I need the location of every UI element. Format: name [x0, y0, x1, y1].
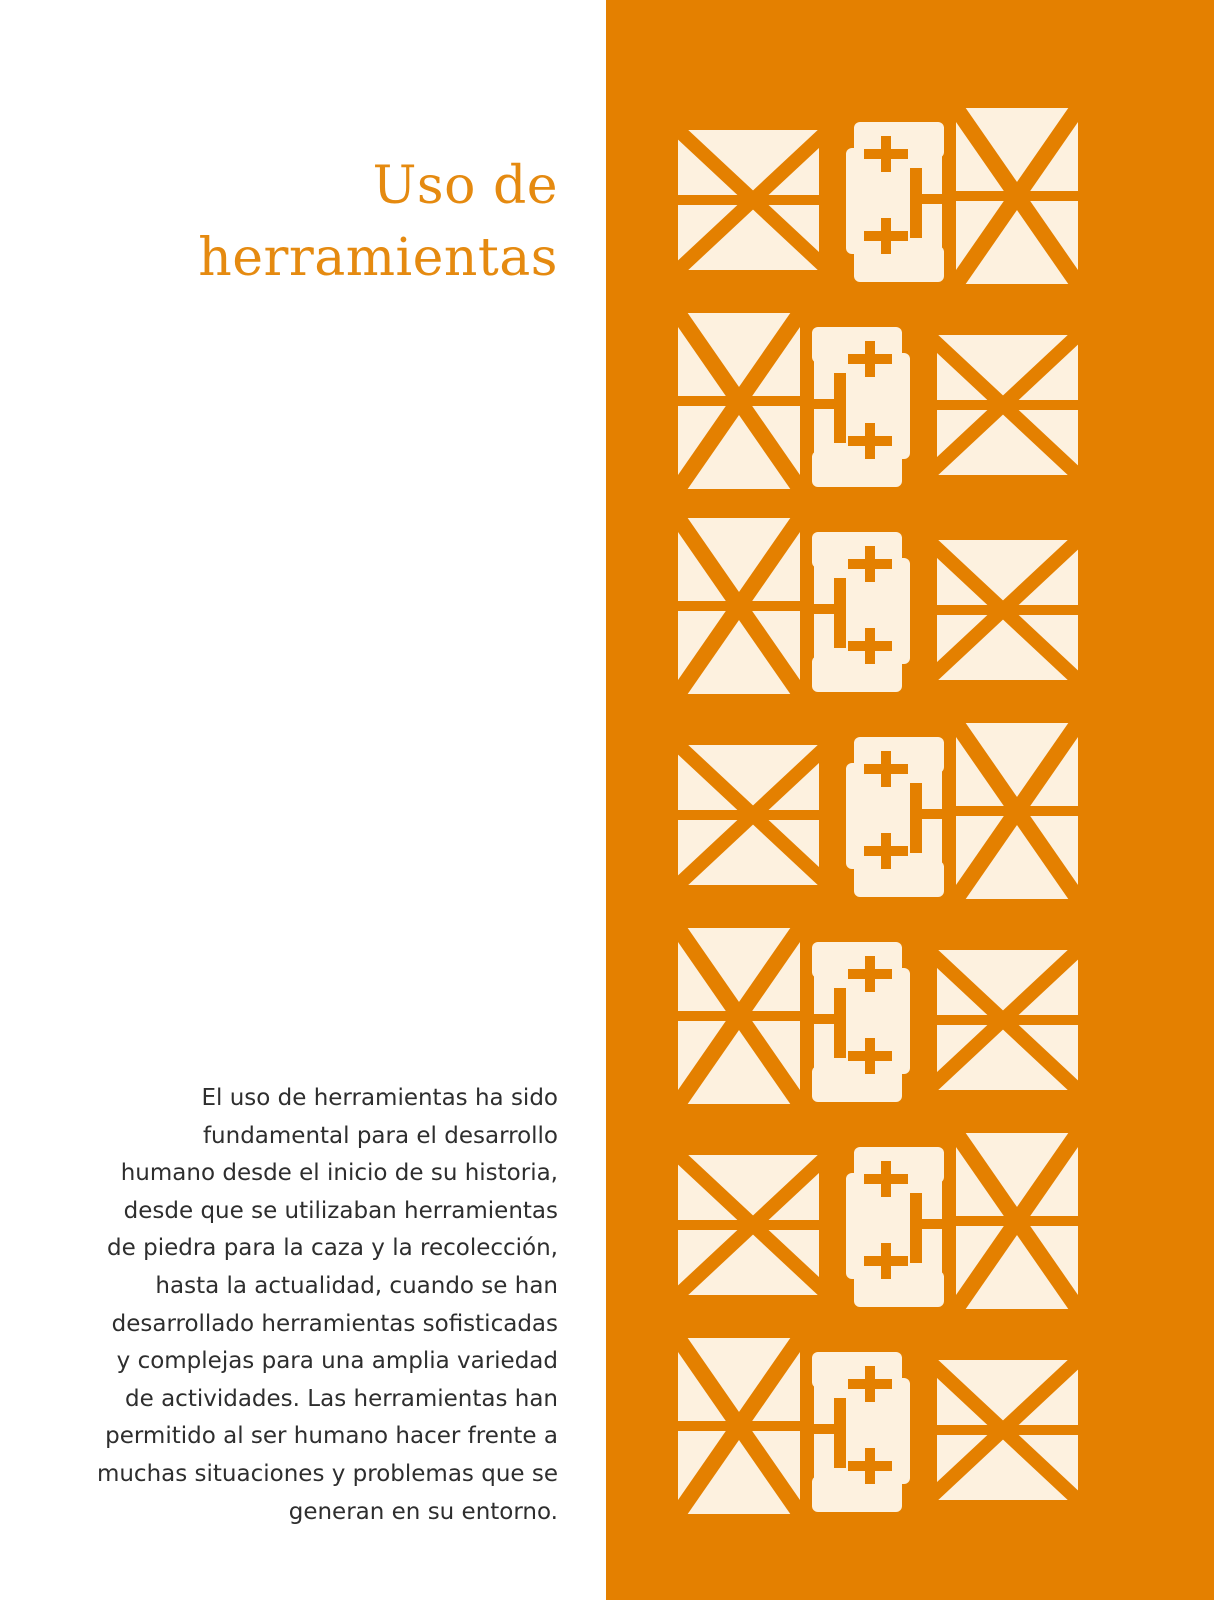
decorative-pattern [606, 0, 1214, 1600]
geometric-cross-motif-icon [678, 313, 1078, 489]
geometric-cross-motif-icon [678, 1133, 1078, 1309]
body-line: El uso de herramientas ha sido [201, 1085, 558, 1111]
body-line: desarrollado herramientas sofisticadas [111, 1310, 558, 1337]
geometric-cross-motif-icon [678, 518, 1078, 694]
body-line: humano desde el inicio de su historia, [120, 1160, 558, 1187]
body-line: generan en su entorno. [288, 1498, 558, 1525]
body-line: de piedra para la caza y la recolección, [107, 1235, 558, 1262]
body-line: hasta la actualidad, cuando se han [155, 1272, 558, 1299]
geometric-cross-motif-icon [678, 928, 1078, 1104]
body-line: muchas situaciones y problemas que se [96, 1460, 558, 1487]
geometric-cross-motif-icon [678, 1338, 1078, 1514]
body-line: fundamental para el desarrollo [202, 1122, 558, 1149]
decorative-band [606, 0, 1214, 1600]
body-paragraph [38, 1080, 558, 1531]
text-column [0, 0, 606, 1600]
title-line-2: herramientas [198, 228, 558, 288]
page-title [58, 150, 558, 294]
body-line: de actividades. Las herramientas han [125, 1385, 558, 1412]
title-line-1: Uso de [372, 156, 558, 216]
body-line: y complejas para una amplia variedad [116, 1348, 558, 1375]
body-line: permitido al ser humano hacer frente a [105, 1423, 558, 1450]
geometric-cross-motif-icon [678, 723, 1078, 899]
body-line: desde que se utilizaban herramientas [123, 1197, 558, 1224]
geometric-cross-motif-icon [678, 108, 1078, 284]
